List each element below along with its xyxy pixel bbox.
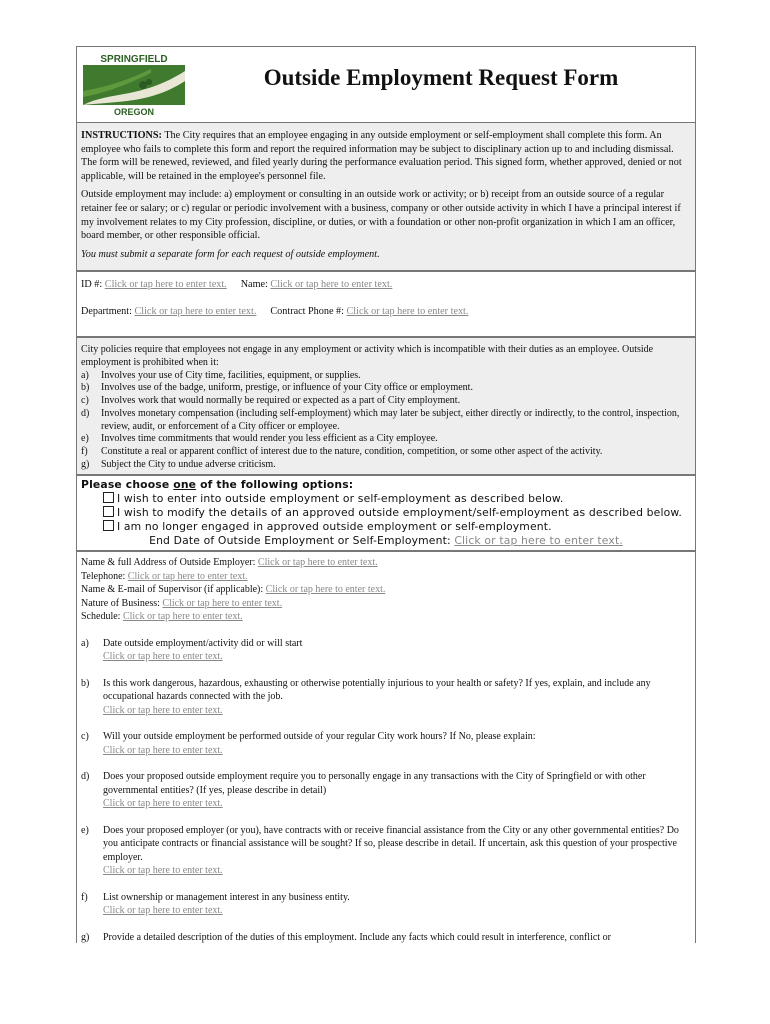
id-input[interactable]: Click or tap here to enter text. [104,279,227,291]
options-section [76,475,696,551]
telephone-row: Telephone: Click or tap here to enter text. [81,570,248,582]
answer-c-input[interactable]: Click or tap here to enter text. [103,744,223,756]
policy-item: d) Involves monetary compensation (including self-employment) which may later be subject, either directly or indirectly, to the control, inspection, review, audit, or enforcement of a City officer or employee. [81,407,680,432]
employer-input[interactable]: Click or tap here to enter text. [257,557,378,569]
answer-a-input[interactable]: Click or tap here to enter text. [103,651,223,663]
instructions-paragraph-2: Outside employment may include: a) employment or consulting in an outside work or activity; or b) receipt from an outside source of a regular retainer fee or salary; or c) regular or periodic involvement with a business, company or other outside activity in which I have a principal interest if my involvement relates to my City profession, discipline, or duties, or with a foundation or other non-profit organization in which I am an officer, board member, or other responsible official. [81,189,681,242]
details-section [76,551,696,943]
policy-list [81,370,691,472]
department-label: Department: [81,306,135,318]
answer-d-input[interactable]: Click or tap here to enter text. [103,798,223,810]
springfield-logo [81,51,187,117]
telephone-input[interactable]: Click or tap here to enter text. [127,570,248,582]
supervisor-row: Name & E-mail of Supervisor (if applicable): Click or tap here to enter text. [81,584,386,596]
question-f: f) List ownership or management interest in any business entity. Click or tap here to enter text. [81,891,691,918]
page-title: Outside Employment Request Form [263,65,619,90]
question-d: d) Does your proposed outside employment require you to personally engage in any transactions with the City of Springfield or with other governmental entities? (If yes, please describe in detail) Click or tap here to enter text. [81,770,691,811]
instructions-paragraph-3: You must submit a separate form for each request of outside employment. [81,248,380,260]
employer-row: Name & full Address of Outside Employer: Click or tap here to enter text. [81,557,378,569]
end-date-label: End Date of Outside Employment or Self-Employment: [149,534,455,548]
id-label: ID #: [81,279,105,291]
instructions-section [76,122,696,271]
end-date-input[interactable]: Click or tap here to enter text. [454,534,623,548]
id-name-row [81,278,691,305]
phone-input[interactable]: Click or tap here to enter text. [346,306,469,318]
question-c: c) Will your outside employment be performed outside of your regular City work hours? If No, please explain: Click or tap here to enter text. [81,730,691,757]
policy-intro: City policies require that employees not engage in any employment or activity which is incompatible with their duties as an employee. Outside employment is prohibited when it: [81,344,654,369]
option-no-longer: I am no longer engaged in approved outside employment or self-employment. [81,520,691,534]
checkbox-icon[interactable] [103,492,114,503]
instructions-paragraph-1: INSTRUCTIONS: The City requires that an employee engaging in any outside employment or self-employment shall complete this form. An employee who fails to complete this form and report the required information may be subject to disciplinary action up to and including dismissal. The form will be renewed, reviewed, and filed yearly during the performance evaluation period. This signed form, whether approved, denied or not applicable, will be retained in the employee's personnel file. [81,130,682,182]
nature-input[interactable]: Click or tap here to enter text. [162,597,283,609]
option-modify: I wish to modify the details of an approved outside employment/self-employment as described below. [81,506,691,520]
answer-e-input[interactable]: Click or tap here to enter text. [103,865,223,877]
policy-section [76,337,696,475]
question-e: e) Does your proposed employer (or you), have contracts with or receive financial assistance from the City or any other governmental entities? Do you anticipate contracts or financial assistance will be sought? If so, please describe in detail. If uncertain, ask this question of your prospective employer. Click or tap here to enter text. [81,824,691,878]
end-date-row [81,534,691,548]
policy-item: g) Subject the City to undue adverse criticism. [81,458,276,470]
question-g: g) Provide a detailed description of the duties of this employment. Include any facts which could result in interference, conflict or [81,931,611,943]
option-enter: I wish to enter into outside employment or self-employment as described below. [81,492,691,506]
question-b: b) Is this work dangerous, hazardous, exhausting or otherwise potentially injurious to your health or safety? If yes, explain, and include any occupational hazards connected with the job. Click or tap here to enter text. [81,677,691,718]
question-a: a) Date outside employment/activity did or will start Click or tap here to enter text. [81,637,691,664]
dept-phone-row [81,305,691,332]
logo-line1: SPRINGFIELD [100,54,168,65]
department-input[interactable]: Click or tap here to enter text. [134,306,257,318]
checkbox-icon[interactable] [103,520,114,531]
instructions-label: INSTRUCTIONS: [81,130,162,141]
checkbox-icon[interactable] [103,506,114,517]
schedule-row: Schedule: Click or tap here to enter text. [81,611,243,623]
options-heading: Please choose one of the following options: [81,478,354,492]
policy-item: f) Constitute a real or apparent conflict of interest due to the nature, condition, competition, or some other aspect of the activity. [81,445,603,457]
form-header [76,46,696,122]
name-label: Name: [240,279,271,291]
policy-item: a) Involves your use of City time, facilities, equipment, or supplies. [81,369,361,381]
employee-info-section [76,271,696,337]
name-input[interactable]: Click or tap here to enter text. [270,279,393,291]
logo-line2: OREGON [113,107,155,117]
policy-item: c) Involves work that would normally be required or expected as a part of City employment. [81,395,461,407]
schedule-input[interactable]: Click or tap here to enter text. [122,611,243,623]
supervisor-input[interactable]: Click or tap here to enter text. [265,584,386,596]
policy-item: e) Involves time commitments that would render you less efficient as a City employee. [81,433,438,445]
answer-b-input[interactable]: Click or tap here to enter text. [103,704,223,716]
policy-item: b) Involves use of the badge, uniform, prestige, or influence of your City office or employment. [81,382,473,394]
form-page [76,46,696,946]
phone-label: Contract Phone #: [270,306,347,318]
answer-f-input[interactable]: Click or tap here to enter text. [103,905,223,917]
nature-row: Nature of Business: Click or tap here to enter text. [81,597,283,609]
